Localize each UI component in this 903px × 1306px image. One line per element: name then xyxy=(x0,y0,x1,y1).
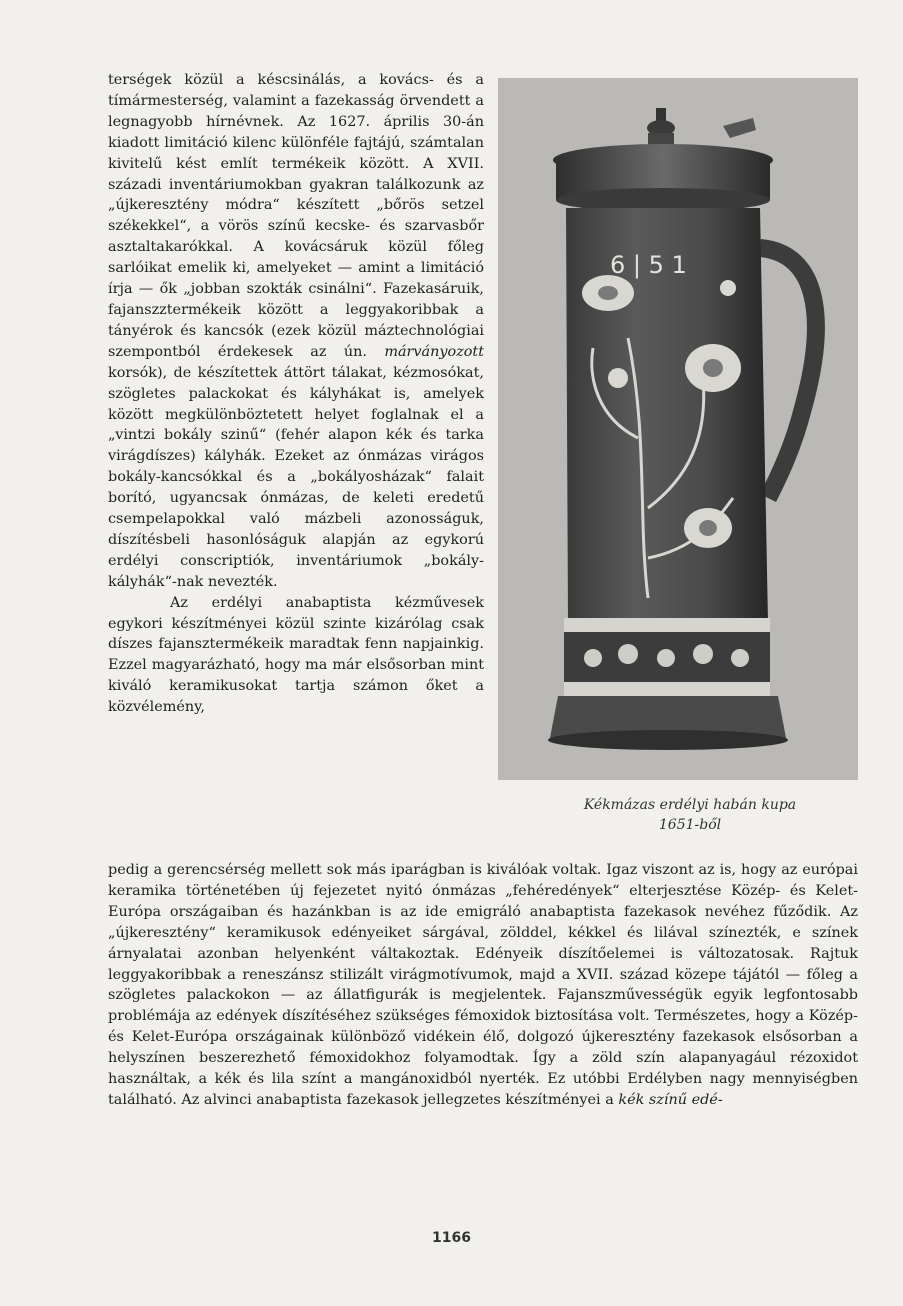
full-width-text xyxy=(108,860,858,1111)
tankard-inscription: 6 | 5 1 xyxy=(610,251,687,279)
page-number: 1166 xyxy=(432,1230,471,1246)
left-text-column xyxy=(108,70,484,718)
tankard-photo xyxy=(498,78,858,780)
paragraph-3 xyxy=(108,860,858,1111)
paragraph-1-text-b: korsók), de készítettek áttört tálakat, kézmosókat, szögletes palackokat és kályhákat is, amelyek között megkülönböztetett helyet foglalnak el a „vintzi bokály szinű“ (fehér alapon kék és tarka virágdíszes) kályhák. Ezeket az ónmázas virágos bokály-kancsókkal és a „bokályosházak“ falait borító, ugyancsak ónmázas, de keleti eredetű csempelapokkal való mázbeli azonosságuk, díszítésbeli hasonlóságuk alapján az egykorú erdélyi conscriptiók, inventáriumok „bokály-kályhák“-nak nevezték. xyxy=(108,364,484,590)
figure-caption xyxy=(540,795,840,835)
tankard-illustration xyxy=(498,78,858,780)
paragraph-1-emphasis: márványozott xyxy=(384,343,484,360)
paragraph-2: Az erdélyi anabaptista kézművesek egykori készítményei közül szinte kizárólag csak díszes fajansztermékeik maradtak fenn napjainkig. Ezzel magyarázható, hogy ma már elsősorban mint kiváló keramikusokat tartja számon őket a közvélemény, xyxy=(108,594,484,716)
paragraph-1 xyxy=(108,70,484,593)
paragraph-1-text-a: terségek közül a késcsinálás, a kovács- és a tímármesterség, valamint a fazekasság örvendett a legnagyobb hírnévnek. Az 1627. április 30-án kiadott limitáció kilenc különféle fajtájú, számtalan kivitelű kést említ termékeik között. A XVII. századi inventáriumokban gyakran találkozunk az „újkeresztény módra“ készített „bőrös setzel székekkel“, a vörös színű kecske- és szarvasbőr asztaltakarókkal. A kovácsáruk közül főleg sarlóikat emelik ki, amelyeket — amint a limitáció írja — ők „jobban szokták csinálni“. Fazekasáruik, fajanszztermékeik között a leggyakoribbak a tányérok és kancsók (ezek közül máztechnológiai szempontból érdekesek az ún. xyxy=(108,72,484,360)
caption-title: Kékmázas erdélyi habán kupa xyxy=(583,797,797,813)
paragraph-3-emphasis: kék színű edé- xyxy=(618,1091,723,1108)
caption-year: 1651-ből xyxy=(658,817,722,833)
paragraph-3-text: pedig a gerencsérség mellett sok más iparágban is kiválóak voltak. Igaz viszont az is, hogy az európai keramika történetében új fejezetet nyitó ónmázas „fehéredények“ elterjesztése Közép- és Kelet-Európa országaiban és hazánkban is az ide emigráló anabaptista fazekasok nevéhez fűződik. Az „újkeresztény“ keramikusok edényeiket sárgával, zölddel, kékkel és lilával színezték, e színek árnyalatai azonban helyenként váltakoztak. Edényeik díszítőelemei is változatosak. Rajtuk leggyakoribbak a reneszánsz stilizált virágmotívumok, majd a XVII. század közepe tájától — főleg a szögletes palackokon — az állatfigurák is megjelentek. Fajanszművességük egyik legfontosabb problémája az edények díszítéséhez szükséges fémoxidok biztosítása volt. Természetes, hogy a Közép- és Kelet-Európa országainak különböző vidékein élő, dolgozó újkeresztény fazekasok elsősorban a helyszínen beszerezhető fémoxidokhoz folyamodtak. Így a zöld szín alapanyagául rézoxidot használtak, a kék és lila színt a mangánoxidból nyerték. Ez utóbbi Erdélyben nagy mennyiségben található. Az alvinci anabaptista fazekasok jellegzetes készítményei a xyxy=(108,862,858,1108)
